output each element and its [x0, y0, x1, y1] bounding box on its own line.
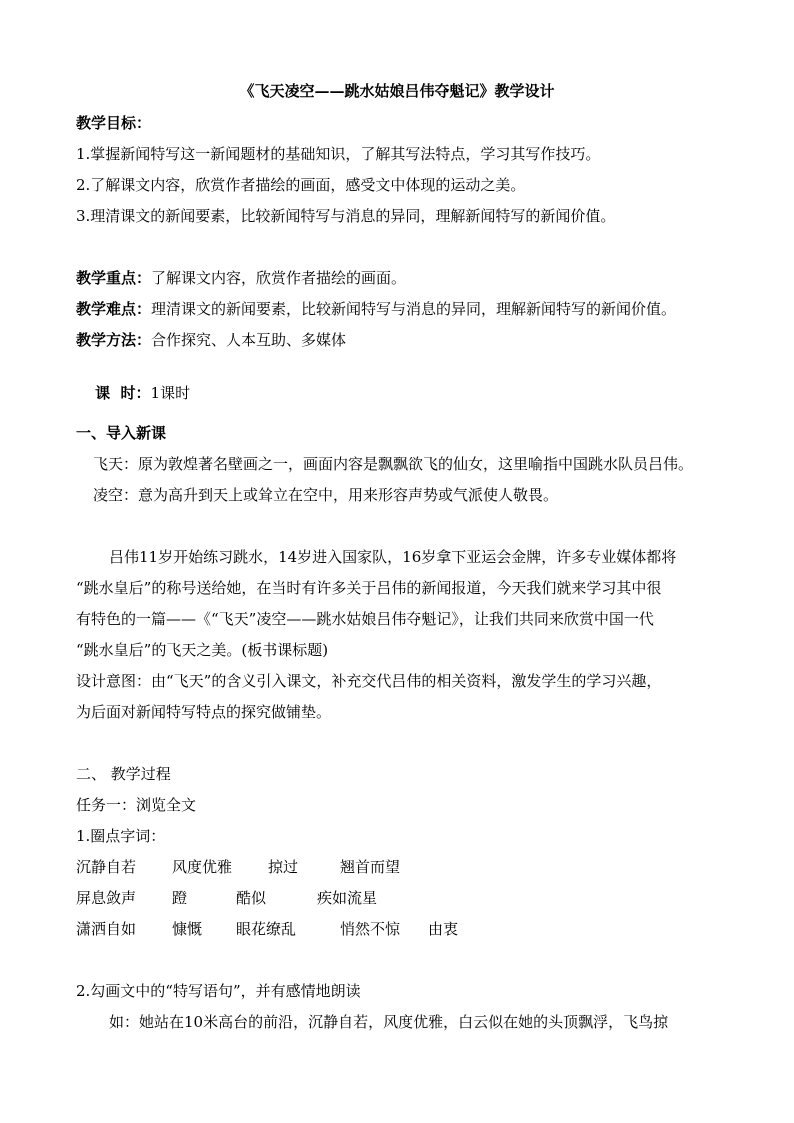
objective-item-2: 2.了解课文内容，欣赏作者描绘的画面，感受文中体现的运动之美。 [76, 176, 526, 194]
intro-paragraph-line-4: “跳水皇后”的飞天之美。(板书课标题) [76, 641, 329, 659]
objective-item-1: 1.掌握新闻特写这一新闻题材的基础知识，了解其写法特点，学习其写作技巧。 [76, 145, 601, 163]
method-text: 合作探究、人本互助、多媒体 [151, 331, 347, 349]
difficulty-text: 理清课文的新闻要素，比较新闻特写与消息的异同，理解新闻特写的新闻价值。 [151, 300, 677, 318]
word-item: 悄然不惊 [340, 920, 401, 938]
design-intent-line-1: 设计意图：由“飞天”的含义引入课文，补充交代吕伟的相关资料，激发学生的学习兴趣， [76, 672, 662, 690]
word-item: 眼花缭乱 [236, 920, 297, 938]
period-label: 课 时： [95, 384, 151, 402]
document-title: 《飞天凌空——跳水姑娘吕伟夺魁记》教学设计 [239, 82, 555, 100]
period-text: 1课时 [150, 384, 191, 402]
lingkong-definition: 凌空：意为高升到天上或耸立在空中，用来形容声势或气派使人敬畏。 [93, 486, 559, 504]
method-label: 教学方法： [76, 331, 152, 349]
difficulty-label: 教学难点： [76, 300, 152, 318]
difficulty-line [76, 298, 676, 320]
word-item: 疾如流星 [317, 889, 378, 907]
key-point-label: 教学重点： [76, 269, 152, 287]
word-item: 潇洒自如 [76, 920, 137, 938]
word-item: 蹬 [172, 889, 188, 907]
intro-paragraph-line-1: 吕伟11岁开始练习跳水，14岁进入国家队，16岁拿下亚运会金牌，许多专业媒体都将 [109, 548, 677, 566]
word-item: 由衷 [428, 920, 459, 938]
objectives-heading: 教学目标： [76, 114, 152, 132]
word-item: 风度优雅 [172, 858, 233, 876]
word-list-heading: 1.圈点字词： [76, 827, 166, 845]
task1-heading: 任务一：浏览全文 [76, 796, 197, 814]
method-line [76, 329, 346, 351]
example-sentence: 如：她站在10米高台的前沿，沉静自若，风度优雅，白云似在她的头顶飘浮，飞鸟掠 [109, 1013, 669, 1031]
word-item: 掠过 [268, 858, 299, 876]
word-item: 沉静自若 [76, 858, 137, 876]
intro-paragraph-line-3: 有特色的一篇——《“飞天”凌空——跳水姑娘吕伟夺魁记》，让我们共同来欣赏中国一代 [76, 610, 654, 628]
key-point-line [76, 267, 406, 289]
section1-heading: 一、导入新课 [76, 424, 167, 442]
word-item: 屏息敛声 [76, 889, 137, 907]
feitian-definition: 飞天：原为敦煌著名壁画之一，画面内容是飘飘欲飞的仙女，这里喻指中国跳水队员吕伟。 [93, 455, 694, 473]
section2-heading: 二、 教学过程 [76, 765, 171, 783]
word-item: 慷慨 [172, 920, 203, 938]
period-line [76, 360, 190, 426]
intro-paragraph-line-2: “跳水皇后”的称号送给她，在当时有许多关于吕伟的新闻报道，今天我们就来学习其中很 [76, 579, 662, 597]
item2-instruction: 2.勾画文中的“特写语句”，并有感情地朗读 [76, 982, 361, 1000]
word-item: 酷似 [236, 889, 267, 907]
design-intent-line-2: 为后面对新闻特写特点的探究做铺垫。 [76, 703, 332, 721]
word-item: 翘首而望 [340, 858, 401, 876]
key-point-text: 了解课文内容，欣赏作者描绘的画面。 [151, 269, 407, 287]
objective-item-3: 3.理清课文的新闻要素，比较新闻特写与消息的异同，理解新闻特写的新闻价值。 [76, 207, 616, 225]
